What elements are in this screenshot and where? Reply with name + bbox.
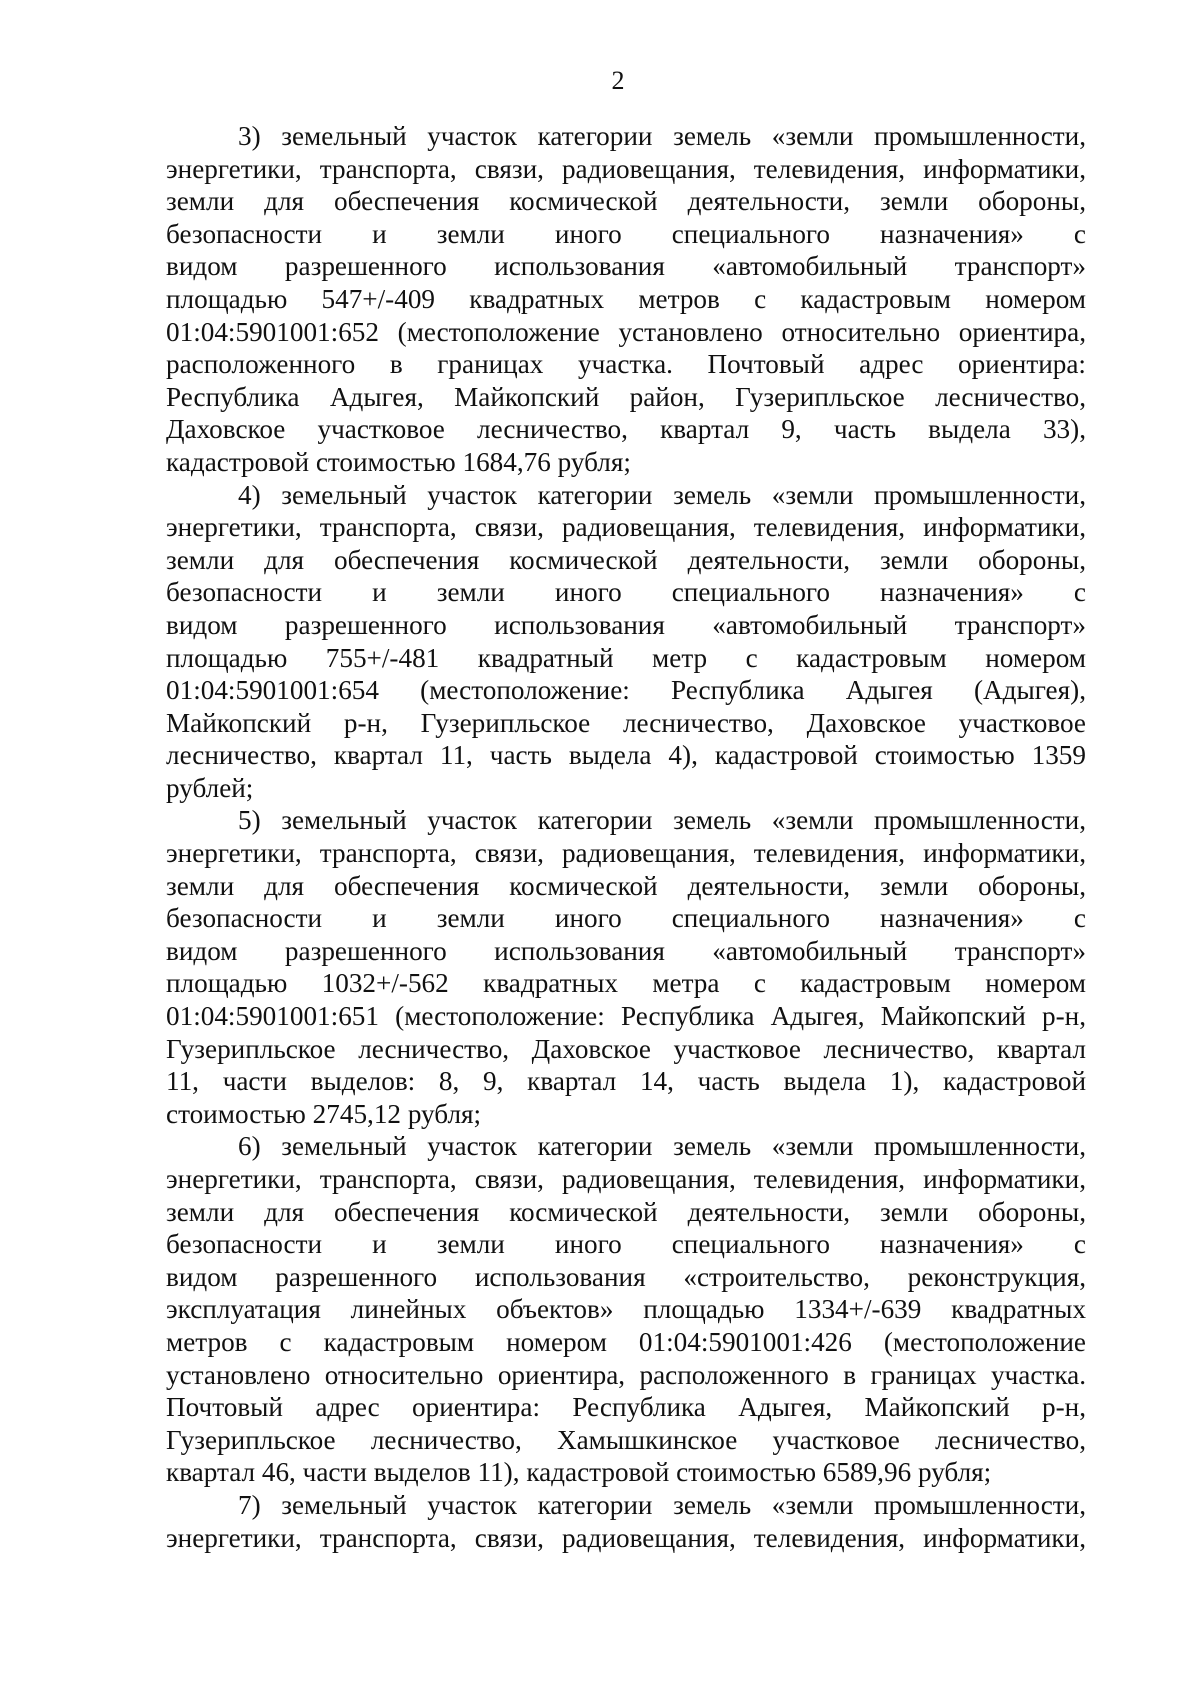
text-line: энергетики, транспорта, связи, радиовещания, телевидения, информатики, [166, 1522, 1086, 1553]
text-line: земли для обеспечения космической деятельности, земли обороны, [166, 544, 1086, 575]
text-line: 4) земельный участок категории земель «земли промышленности, [238, 479, 1086, 510]
document-body [166, 120, 1086, 1554]
text-line: энергетики, транспорта, связи, радиовещания, телевидения, информатики, [166, 1164, 1086, 1194]
text-line: 6) земельный участок категории земель «земли промышленности, [238, 1131, 1086, 1162]
text-line: безопасности и земли иного специального назначения» с [166, 903, 1086, 934]
text-line: 01:04:5901001:652 (местоположение установлено относительно ориентира, [166, 316, 1086, 347]
text-line: метров с кадастровым номером 01:04:5901001:426 (местоположение [166, 1326, 1086, 1357]
text-line: видом разрешенного использования «автомобильный транспорт» [166, 609, 1086, 640]
text-line: 01:04:5901001:651 (местоположение: Республика Адыгея, Майкопский р-н, [166, 1001, 1086, 1032]
text-line: безопасности и земли иного специального назначения» с [166, 577, 1086, 608]
text-line: Почтовый адрес ориентира: Республика Адыгея, Майкопский р-н, [166, 1392, 1086, 1423]
text-line: площадью 755+/-481 квадратный метр с кадастровым номером [166, 642, 1086, 673]
text-line: земли для обеспечения космической деятельности, земли обороны, [166, 1196, 1086, 1227]
text-line: Майкопский р-н, Гузерипльское лесничество, Даховское участковое [166, 707, 1086, 738]
paragraph-item-4 [166, 479, 1086, 805]
text-line: видом разрешенного использования «автомобильный транспорт» [166, 935, 1086, 966]
paragraph-item-7 [166, 1489, 1086, 1554]
text-line: лесничество, квартал 11, часть выдела 4), кадастровой стоимостью 1359 [166, 740, 1086, 771]
text-line: Гузерипльское лесничество, Хамышкинское участковое лесничество, [166, 1424, 1086, 1455]
paragraph-item-6 [166, 1130, 1086, 1489]
text-line: 11, части выделов: 8, 9, квартал 14, часть выдела 1), кадастровой [166, 1066, 1086, 1097]
text-line: энергетики, транспорта, связи, радиовещания, телевидения, информатики, [166, 512, 1086, 543]
text-line: установлено относительно ориентира, расположенного в границах участка. [166, 1359, 1086, 1390]
text-line: площадью 1032+/-562 квадратных метра с кадастровым номером [166, 968, 1086, 999]
text-line: 3) земельный участок категории земель «земли промышленности, [238, 121, 1086, 151]
text-line: 7) земельный участок категории земель «земли промышленности, [238, 1489, 1086, 1520]
text-line: Республика Адыгея, Майкопский район, Гузерипльское лесничество, [166, 381, 1086, 412]
text-line: видом разрешенного использования «автомобильный транспорт» [166, 251, 1086, 282]
text-line: 5) земельный участок категории земель «земли промышленности, [238, 805, 1086, 836]
text-line: видом разрешенного использования «строительство, реконструкция, [166, 1261, 1086, 1292]
text-line: эксплуатация линейных объектов» площадью 1334+/-639 квадратных [166, 1294, 1086, 1325]
text-line: квартал 46, части выделов 11), кадастровой стоимостью 6589,96 рубля; [166, 1457, 992, 1488]
text-line: площадью 547+/-409 квадратных метров с кадастровым номером [166, 283, 1086, 314]
text-line: расположенного в границах участка. Почтовый адрес ориентира: [166, 349, 1086, 380]
text-line: кадастровой стоимостью 1684,76 рубля; [166, 446, 631, 477]
text-line: энергетики, транспорта, связи, радиовещания, телевидения, информатики, [166, 153, 1086, 184]
text-line: энергетики, транспорта, связи, радиовещания, телевидения, информатики, [166, 838, 1086, 869]
paragraph-item-3 [166, 120, 1086, 479]
text-line: рублей; [166, 772, 254, 803]
text-line: безопасности и земли иного специального назначения» с [166, 1229, 1086, 1260]
text-line: стоимостью 2745,12 рубля; [166, 1098, 482, 1129]
page-number: 2 [611, 66, 625, 95]
text-line: земли для обеспечения космической деятельности, земли обороны, [166, 186, 1086, 217]
text-line: безопасности и земли иного специального назначения» с [166, 218, 1086, 249]
text-line: Даховское участковое лесничество, квартал 9, часть выдела 33), [166, 414, 1086, 445]
paragraph-item-5 [166, 804, 1086, 1130]
text-line: земли для обеспечения космической деятельности, земли обороны, [166, 870, 1086, 901]
text-line: Гузерипльское лесничество, Даховское участковое лесничество, квартал [166, 1033, 1086, 1064]
text-line: 01:04:5901001:654 (местоположение: Республика Адыгея (Адыгея), [166, 675, 1086, 706]
